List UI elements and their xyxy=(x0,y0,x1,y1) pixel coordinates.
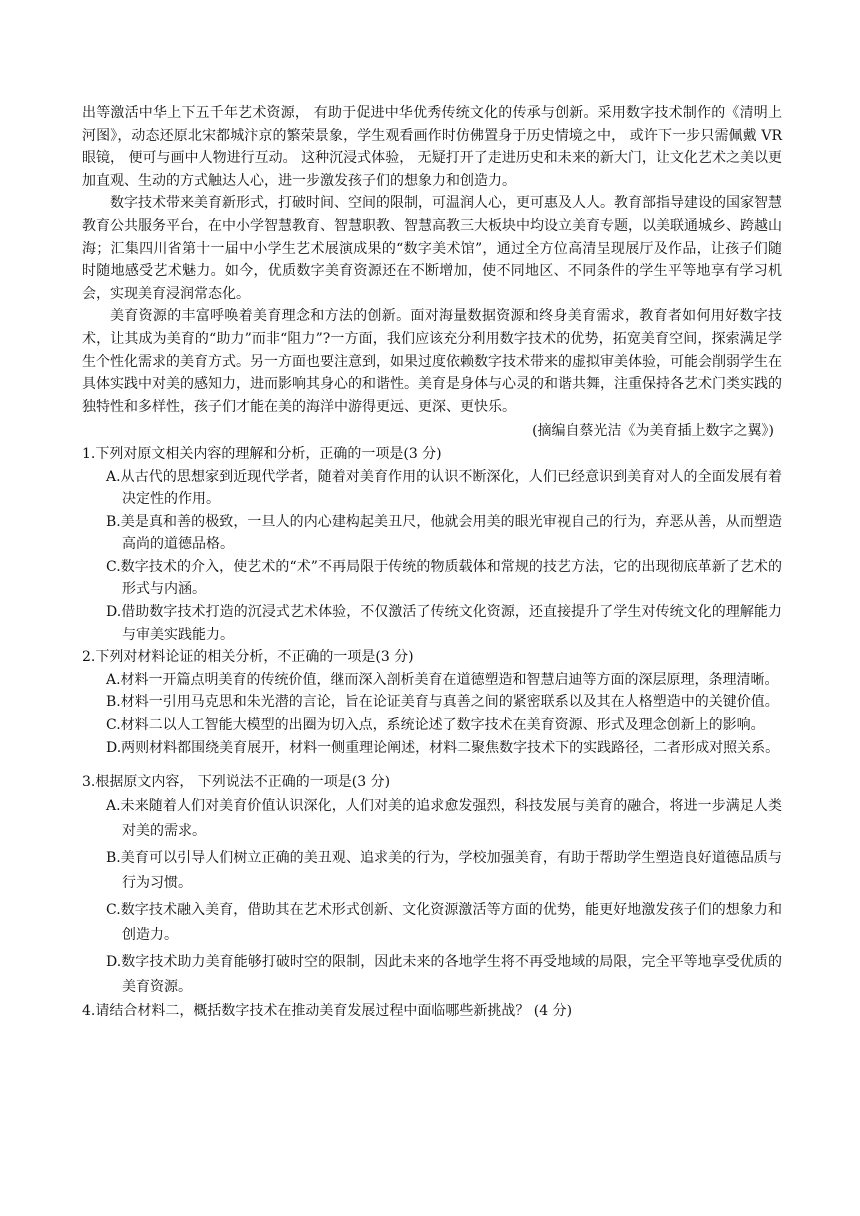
option-d: D.两则材料都围绕美育展开，材料一侧重理论阐述，材料二聚焦数字技术下的实践路径，二者形成对照关系。 xyxy=(106,739,780,756)
option-a: A.未来随着人们对美育价值认识深化，人们对美的追求愈发强烈，科技发展与美育的融合，将进一步满足人类对美的需求。 xyxy=(106,797,782,839)
question-stem: 2.下列对材料论证的相关分析，不正确的一项是(3 分) xyxy=(82,649,414,666)
exam-page xyxy=(82,102,782,1022)
question-stem: 1.下列对原文相关内容的理解和分析，正确的一项是(3 分) xyxy=(82,445,442,462)
question-1 xyxy=(82,443,782,646)
option-a: A.从古代的思想家到近现代学者，随着对美育作用的认识不断深化，人们已经意识到美育对人的全面发展有着决定性的作用。 xyxy=(106,468,782,508)
passage-source: (摘编自蔡光洁《为美育插上数字之翼》) xyxy=(532,423,774,440)
option-b: B.美育可以引导人们树立正确的美丑观、追求美的行为，学校加强美育，有助于帮助学生塑造良好道德品质与行为习惯。 xyxy=(106,849,782,891)
option-b: B.材料一引用马克思和朱光潜的言论，旨在论证美育与真善之间的紧密联系以及其在人格塑造中的关键价值。 xyxy=(106,694,779,711)
option-b: B.美是真和善的极致，一旦人的内心建构起美丑尺，他就会用美的眼光审视自己的行为，弃恶从善，从而塑造高尚的道德品格。 xyxy=(106,513,782,553)
option-d: D.借助数字技术打造的沉浸式艺术体验，不仅激活了传统文化资源，还直接提升了学生对传统文化的理解能力与审美实践能力。 xyxy=(106,604,782,643)
passage-paragraph: 美育资源的丰富呼唤着美育理念和方法的创新。面对海量数据资源和终身美育需求，教育者如何用好数字技术，让其成为美育的“助力”而非“阻力”?一方面，我们应该充分利用数字技术的优势，拓宽美育空间，探索满足学生个性化需求的美育方式。另一方面也要注意到，如果过度依赖数字技术带来的虚拟审美体验，可能会削弱学生在具体实践中对美的感知力，进而影响其身心的和谐性。美育是身体与心灵的和谐共舞，注重保持各艺术门类实践的独特性和多样性，孩子们才能在美的海洋中游得更远、更深、更快乐。 xyxy=(82,308,782,415)
question-stem: 4.请结合材料二，概括数字技术在推动美育发展过程中面临哪些新挑战？ (4 分) xyxy=(82,1002,573,1019)
option-c: C.材料二以人工智能大模型的出圈为切入点，系统论述了数字技术在美育资源、形式及理念创新上的影响。 xyxy=(106,717,765,734)
question-4 xyxy=(82,1000,782,1023)
option-c: C.数字技术的介入，使艺术的“术”不再局限于传统的物质载体和常规的技艺方法，它的出现彻底革新了艺术的形式与内涵。 xyxy=(106,558,782,598)
question-3 xyxy=(82,771,782,1000)
option-c: C.数字技术融入美育，借助其在艺术形式创新、文化资源激活等方面的优势，能更好地激发孩子们的想象力和创造力。 xyxy=(106,901,782,943)
option-d: D.数字技术助力美育能够打破时空的限制，因此未来的各地学生将不再受地域的局限，完全平等地享受优质的美育资源。 xyxy=(106,953,782,995)
option-a: A.材料一开篇点明美育的传统价值，继而深入剖析美育在道德塑造和智慧启迪等方面的深层原理，条理清晰。 xyxy=(106,671,779,688)
question-stem: 3.根据原文内容， 下列说法不正确的一项是(3 分) xyxy=(82,774,391,791)
passage-paragraph: 出等激活中华上下五千年艺术资源， 有助于促进中华优秀传统文化的传承与创新。采用数字技术制作的《清明上河图》，动态还原北宋都城汴京的繁荣景象，学生观看画作时仿佛置身于历史情境之中， 或许下一步只需佩戴 VR 眼镜， 便可与画中人物进行互动。 这种沉浸式体验， 无疑打开了走进历史和未来的新大门，让文化艺术之美以更加直观、生动的方式触达人心，进一步激发孩子们的想象力和创造力。 xyxy=(82,105,782,189)
passage-paragraph: 数字技术带来美育新形式，打破时间、空间的限制，可温润人心，更可惠及人人。教育部指导建设的国家智慧教育公共服务平台，在中小学智慧教育、智慧职教、智慧高教三大板块中均设立美育专题，以美联通城乡、跨越山海；汇集四川省第十一届中小学生艺术展演成果的“数字美术馆”，通过全方位高清呈现展厅及作品，让孩子们随时随地感受艺术魅力。如今，优质数字美育资源还在不断增加，使不同地区、不同条件的学生平等地享有学习机会，实现美育浸润常态化。 xyxy=(82,195,782,302)
question-2 xyxy=(82,646,782,759)
